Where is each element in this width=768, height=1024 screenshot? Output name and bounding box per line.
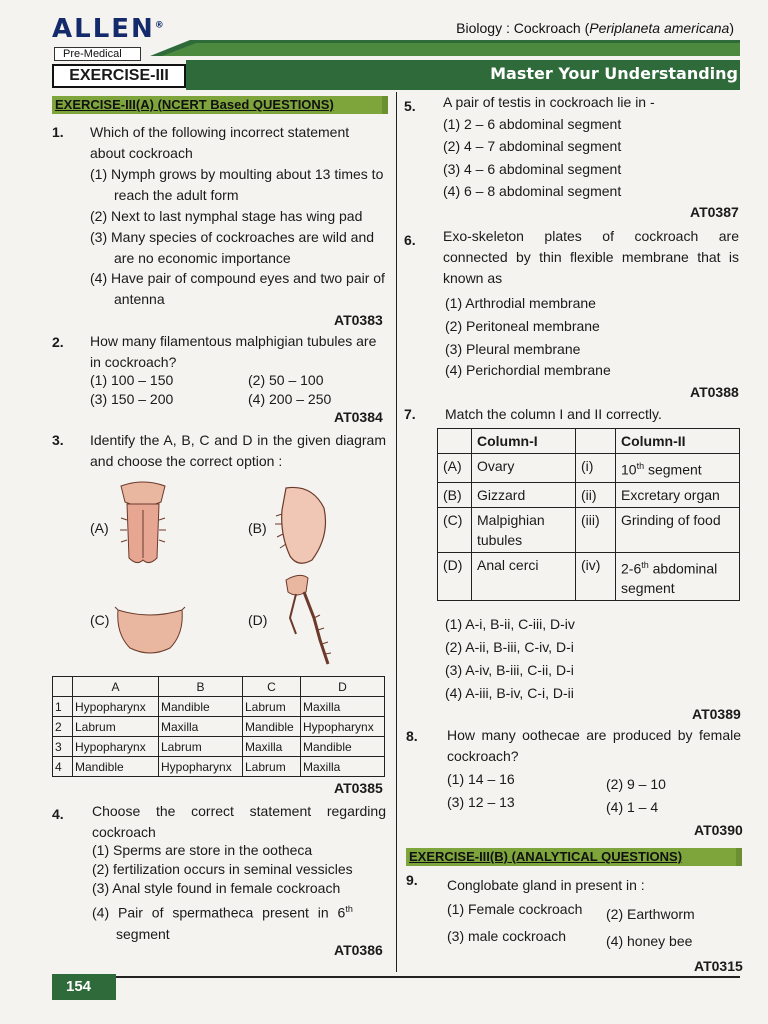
q8-option-2: (2) 9 – 10	[606, 776, 666, 792]
fig-b-mouthpart	[272, 484, 332, 568]
q1-option-4: (4) Have pair of compound eyes and two pair of antenna	[90, 270, 385, 307]
fig-c-mouthpart	[114, 606, 186, 658]
table-cell: Mandible	[243, 717, 301, 737]
q2-option-2: (2) 50 – 100	[248, 372, 324, 388]
table-cell: 2	[53, 717, 73, 737]
q5-code: AT0387	[690, 204, 739, 220]
table-cell: (i)	[576, 454, 616, 483]
q1-text: Which of the following incorrect statement about cockroach	[90, 124, 350, 161]
table-cell: 1	[53, 697, 73, 717]
table-row	[438, 552, 740, 601]
q9-option-4: (4) honey bee	[606, 933, 693, 949]
table-row	[53, 737, 385, 757]
footer-rule	[52, 976, 740, 978]
column-ii-header: Column-II	[616, 429, 740, 454]
q9-number: 9.	[406, 872, 418, 888]
section-a-heading: EXERCISE-III(A) (NCERT Based QUESTIONS)	[52, 96, 388, 114]
q1-option-3: (3) Many species of cockroaches are wild and are no economic importance	[90, 229, 375, 266]
table-cell: Mandible	[73, 757, 159, 777]
q5-option-2: (2) 4 – 7 abdominal segment	[443, 138, 622, 154]
chapter-title: Biology : Cockroach (Periplaneta americana)	[456, 20, 734, 36]
table-cell: (iii)	[576, 507, 616, 552]
q1-number: 1.	[52, 124, 64, 140]
q6-code: AT0388	[690, 384, 739, 400]
table-row	[53, 697, 385, 717]
table-cell: Ovary	[472, 454, 576, 483]
q6-option-4: (4) Perichordial membrane	[445, 362, 611, 378]
q3-text: Identify the A, B, C and D in the given diagram and choose the correct option :	[90, 432, 386, 469]
q2-code: AT0384	[334, 409, 383, 425]
q6-option-2: (2) Peritoneal membrane	[445, 318, 600, 334]
q1-code: AT0383	[334, 312, 383, 328]
header-decoration	[150, 40, 740, 56]
q4-text: Choose the correct statement regarding cockroach	[92, 803, 386, 840]
q7-option-4: (4) A-iii, B-iv, C-i, D-ii	[445, 685, 574, 701]
table-cell: Hypopharynx	[73, 697, 159, 717]
table-cell: Anal cerci	[472, 552, 576, 601]
q9-option-1: (1) Female cockroach	[447, 901, 583, 917]
q9-text: Conglobate gland in present in :	[447, 877, 645, 893]
q7-option-3: (3) A-iv, B-iii, C-ii, D-i	[445, 662, 574, 678]
table-cell: 4	[53, 757, 73, 777]
table-cell: Grinding of food	[616, 507, 740, 552]
q9-option-2: (2) Earthworm	[606, 906, 695, 922]
q9-code: AT0315	[694, 958, 743, 974]
table-cell: 3	[53, 737, 73, 757]
q7-option-2: (2) A-ii, B-iii, C-iv, D-i	[445, 639, 574, 655]
q6-option-1: (1) Arthrodial membrane	[445, 295, 596, 311]
q4-option-1: (1) Sperms are store in the ootheca	[92, 842, 313, 858]
table-header-cell: B	[159, 677, 243, 697]
q6-number: 6.	[404, 232, 416, 248]
q4-code: AT0386	[334, 942, 383, 958]
q6-text: Exo-skeleton plates of cockroach are connected by thin flexible membrane that is known as	[443, 228, 739, 286]
table-row	[438, 482, 740, 507]
table-row	[53, 757, 385, 777]
allen-logo	[52, 14, 166, 60]
fig-d-label: (D)	[248, 612, 268, 628]
table-cell: Maxilla	[243, 737, 301, 757]
table-cell: Hypopharynx	[73, 737, 159, 757]
table-header-cell: A	[73, 677, 159, 697]
logo-registered: ®	[154, 20, 166, 31]
q5-number: 5.	[404, 98, 416, 114]
q4-number: 4.	[52, 806, 64, 822]
q7-number: 7.	[404, 406, 416, 422]
table-cell: Hypopharynx	[301, 717, 385, 737]
q1-option-2: (2) Next to last nymphal stage has wing pad	[90, 208, 363, 224]
table-cell: Maxilla	[301, 697, 385, 717]
logo-text: ALLEN	[52, 14, 155, 44]
q8-option-4: (4) 1 – 4	[606, 799, 659, 815]
page-number: 154	[52, 974, 116, 1000]
fig-c-label: (C)	[90, 612, 110, 628]
q5-text: A pair of testis in cockroach lie in -	[443, 94, 655, 110]
q8-text: How many oothecae are produced by female cockroach?	[447, 727, 741, 764]
column-divider	[396, 92, 397, 972]
fig-a-label: (A)	[90, 520, 109, 536]
q7-code: AT0389	[692, 706, 741, 722]
table-cell: Labrum	[73, 717, 159, 737]
table-cell: Labrum	[159, 737, 243, 757]
table-cell: Labrum	[243, 697, 301, 717]
q9-option-3: (3) male cockroach	[447, 928, 567, 944]
table-row	[53, 717, 385, 737]
q3-code: AT0385	[334, 780, 383, 796]
q2-number: 2.	[52, 334, 64, 350]
fig-b-label: (B)	[248, 520, 267, 536]
table-cell: (C)	[438, 507, 472, 552]
fig-d-mouthpart	[278, 570, 348, 672]
exercise-label: EXERCISE-III	[52, 64, 186, 88]
table-cell: Gizzard	[472, 482, 576, 507]
table-cell: Maxilla	[301, 757, 385, 777]
q5-option-1: (1) 2 – 6 abdominal segment	[443, 116, 622, 132]
table-header-row	[438, 429, 740, 454]
q8-code: AT0390	[694, 822, 743, 838]
table-header-cell	[53, 677, 73, 697]
table-row	[438, 454, 740, 483]
table-cell: 10th segment	[616, 454, 740, 483]
q3-number: 3.	[52, 432, 64, 448]
table-cell: Mandible	[301, 737, 385, 757]
tagline: Master Your Understanding	[490, 64, 738, 83]
q8-number: 8.	[406, 728, 418, 744]
table-header-cell: D	[301, 677, 385, 697]
table-cell: Malpighian tubules	[472, 507, 576, 552]
q4-option-4-cont: segment	[116, 926, 170, 942]
table-cell: Excretary organ	[616, 482, 740, 507]
table-header-row	[53, 677, 385, 697]
q8-option-3: (3) 12 – 13	[447, 794, 515, 810]
table-cell: Maxilla	[159, 717, 243, 737]
q8-option-1: (1) 14 – 16	[447, 771, 515, 787]
q4-option-3: (3) Anal style found in female cockroach	[92, 880, 341, 896]
table-cell: 2-6th abdominal segment	[616, 552, 740, 601]
table-cell: (B)	[438, 482, 472, 507]
table-row	[438, 507, 740, 552]
q2-option-4: (4) 200 – 250	[248, 391, 332, 407]
q7-option-1: (1) A-i, B-ii, C-iii, D-iv	[445, 616, 575, 632]
column-i-header: Column-I	[472, 429, 576, 454]
q3-answer-table	[52, 676, 385, 777]
table-cell: Hypopharynx	[159, 757, 243, 777]
q5-option-3: (3) 4 – 6 abdominal segment	[443, 161, 622, 177]
table-cell: (A)	[438, 454, 472, 483]
table-header-cell: C	[243, 677, 301, 697]
table-cell: (ii)	[576, 482, 616, 507]
table-cell: (D)	[438, 552, 472, 601]
q2-option-3: (3) 150 – 200	[90, 391, 174, 407]
q4-option-2: (2) fertilization occurs in seminal vessicles	[92, 861, 353, 877]
q4-option-4: (4) Pair of spermatheca present in 6th	[92, 904, 353, 921]
table-cell: Labrum	[243, 757, 301, 777]
table-cell: (iv)	[576, 552, 616, 601]
table-cell: Mandible	[159, 697, 243, 717]
q6-option-3: (3) Pleural membrane	[445, 341, 581, 357]
q5-option-4: (4) 6 – 8 abdominal segment	[443, 183, 622, 199]
q1-option-1: (1) Nymph grows by moulting about 13 times to reach the adult form	[90, 166, 384, 203]
fig-a-mouthpart	[115, 480, 171, 566]
q7-match-table	[437, 428, 740, 601]
q7-text: Match the column I and II correctly.	[445, 406, 662, 422]
logo-subtitle: Pre-Medical	[54, 47, 141, 61]
q2-option-1: (1) 100 – 150	[90, 372, 174, 388]
section-b-heading: EXERCISE-III(B) (ANALYTICAL QUESTIONS)	[406, 848, 742, 866]
q2-text: How many filamentous malphigian tubules are in cockroach?	[90, 333, 377, 370]
